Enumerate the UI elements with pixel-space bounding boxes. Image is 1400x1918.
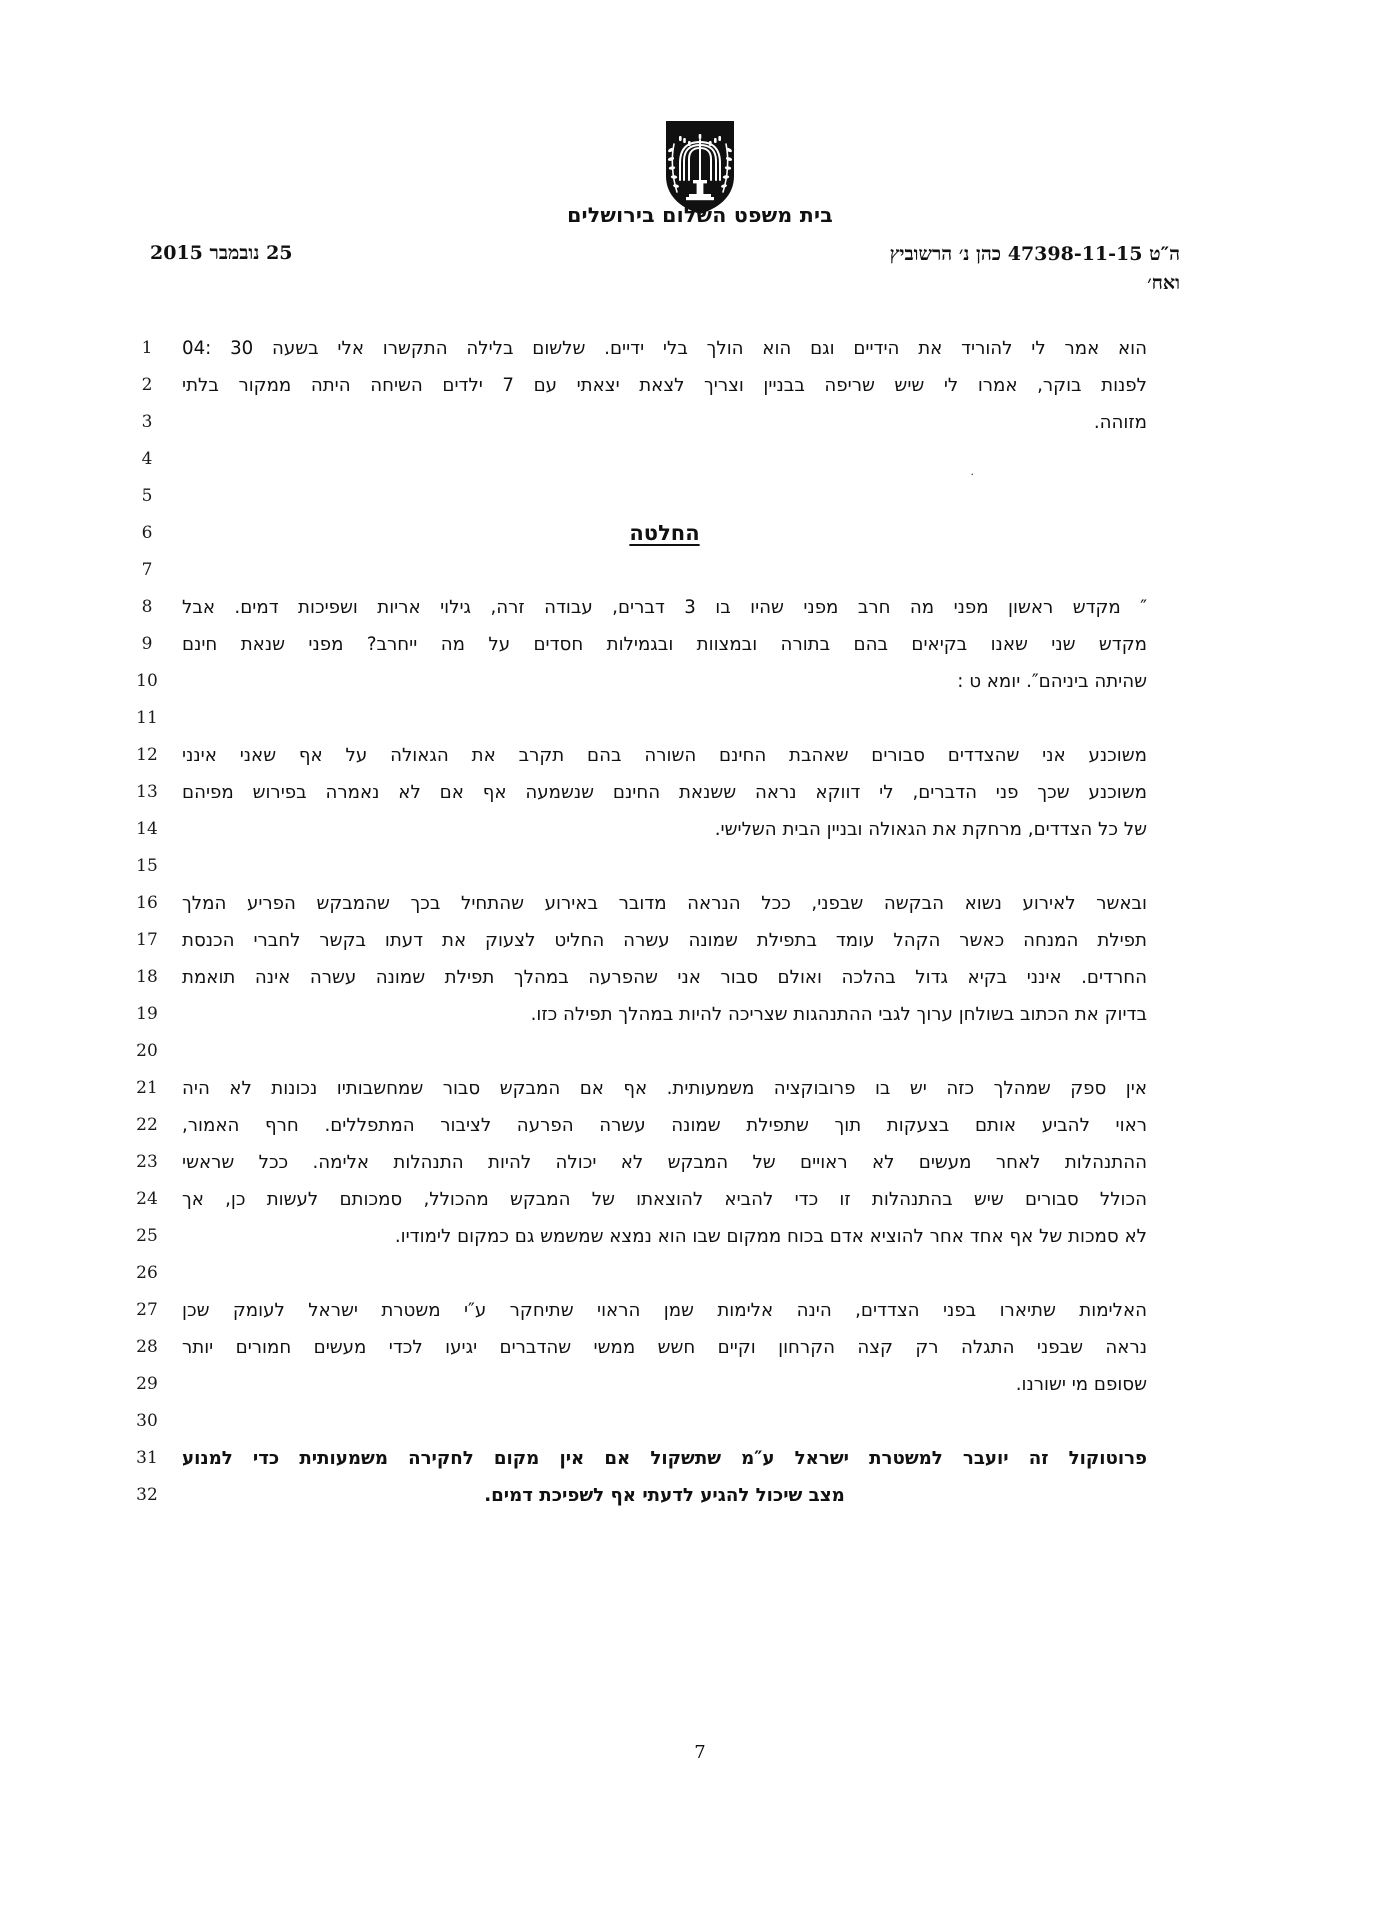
- line-number: 1: [141, 338, 153, 358]
- line-content: ההתנהלות לאחר מעשים לא ראויים של המבקש לא יכולה להיות התנהלות אלימה. ככל שראשי: [182, 1152, 1147, 1173]
- transcript-line: [118, 1070, 1163, 1107]
- transcript-line: [118, 1329, 1163, 1366]
- transcript-line: [118, 663, 1163, 700]
- line-number: 30: [136, 1411, 158, 1431]
- page-number: 7: [694, 1742, 706, 1763]
- line-number: 25: [136, 1226, 158, 1246]
- transcript-line: [118, 922, 1163, 959]
- line-content: [176, 700, 1163, 737]
- line-content: פרוטוקול זה יועבר למשטרת ישראל ע″מ שתשקול אם אין מקום לחקירה משמעותית כדי למנוע: [182, 1448, 1147, 1469]
- transcript-line: [118, 515, 1163, 552]
- line-content: שסופם מי ישורנו.: [1015, 1374, 1147, 1395]
- line-content: אין ספק שמהלך כזה יש בו פרובוקציה משמעותית. אף אם המבקש סבור שמחשבותיו נכונות לא היה: [182, 1078, 1147, 1099]
- court-title: בית משפט השלום בירושלים: [567, 203, 833, 227]
- line-number: 13: [136, 782, 158, 802]
- transcript-line: [118, 1366, 1163, 1403]
- line-number: 9: [141, 634, 153, 654]
- decision-heading-text: החלטה: [629, 521, 700, 545]
- line-number: 16: [136, 893, 158, 913]
- line-number: 29: [136, 1374, 158, 1394]
- line-content: של כל הצדדים, מרחקת את הגאולה ובניין הבית השלישי.: [714, 819, 1147, 840]
- line-number: 26: [136, 1263, 158, 1283]
- transcript-line: [118, 330, 1163, 367]
- line-content: החרדים. אינני בקיא גדול בהלכה ואולם סבור אני שהפרעה במהלך תפילת שמונה עשרה אינה תואמת: [182, 967, 1147, 988]
- case-header: [150, 240, 1180, 299]
- line-number: 4: [141, 449, 153, 469]
- transcript-line: [118, 700, 1163, 737]
- line-content: [176, 848, 1163, 885]
- line-number: 10: [136, 671, 158, 691]
- line-content: [176, 552, 1163, 589]
- transcript-line: [118, 589, 1163, 626]
- transcript-line: [118, 996, 1163, 1033]
- line-number: 18: [136, 967, 158, 987]
- line-content: ובאשר לאירוע נשוא הבקשה שבפני, ככל הנראה מדובר באירוע שהתחיל בכך שהמבקש הפריע המלך: [182, 893, 1147, 914]
- line-number: 15: [136, 856, 158, 876]
- line-number: 27: [136, 1300, 158, 1320]
- line-number: 17: [136, 930, 158, 950]
- transcript-line: [118, 774, 1163, 811]
- line-content: תפילת המנחה כאשר הקהל עומד בתפילת שמונה עשרה החליט לצעוק את דעתו בקשר לחברי הכנסת: [182, 930, 1147, 951]
- line-number: 11: [136, 708, 158, 728]
- line-content: לא סמכות של אף אחד אחר להוציא אדם בכוח ממקום שבו הוא נמצא שמשמש גם כמקום לימודיו.: [394, 1226, 1147, 1247]
- line-content: נראה שבפני התגלה רק קצה הקרחון וקיים חשש ממשי שהדברים יגיעו לכדי מעשים חמורים יותר: [182, 1337, 1147, 1358]
- line-number: 31: [136, 1448, 158, 1468]
- line-content: האלימות שתיארו בפני הצדדים, הינה אלימות שמן הראוי שתיחקר ע″י משטרת ישראל לעומק שכן: [182, 1300, 1147, 1321]
- line-number: 14: [136, 819, 158, 839]
- transcript-line: [118, 1440, 1163, 1477]
- transcript-line: [118, 626, 1163, 663]
- line-content: ראוי להביע אותם בצעקות תוך שתפילת שמונה עשרה הפרעה לציבור המתפללים. חרף האמור,: [182, 1115, 1147, 1136]
- line-number: 5: [141, 486, 153, 506]
- line-content: ″ מקדש ראשון מפני מה חרב מפני שהיו בו 3 דברים, עבודה זרה, גילוי אריות ושפיכות דמים. אבל: [182, 597, 1147, 618]
- line-number: 7: [141, 560, 153, 580]
- line-number: 6: [141, 523, 153, 543]
- transcript-line: [118, 1292, 1163, 1329]
- line-content: שהיתה ביניהם″. יומא ט :: [957, 671, 1147, 692]
- line-content: מזוהה.: [1093, 412, 1147, 433]
- transcript-body: [118, 330, 1163, 1514]
- line-content: [176, 441, 1163, 478]
- transcript-line: [118, 1107, 1163, 1144]
- emblem-container: [0, 118, 1400, 216]
- transcript-line: [118, 885, 1163, 922]
- decision-heading: [176, 515, 1163, 553]
- transcript-line: [118, 811, 1163, 848]
- line-content: [176, 478, 1163, 515]
- transcript-line: [118, 1477, 1163, 1514]
- line-number: 24: [136, 1189, 158, 1209]
- line-number: 12: [136, 745, 158, 765]
- line-content: מצב שיכול להגיע לדעתי אף לשפיכת דמים.: [484, 1485, 845, 1506]
- case-parties-continued: ואח׳: [1147, 272, 1180, 295]
- transcript-line: [118, 1181, 1163, 1218]
- line-content: הכולל סבורים שיש בהתנהלות זו כדי להביא להוצאתו של המבקש מהכולל, סמכותם לעשות כן, אך: [182, 1189, 1147, 1210]
- transcript-line: [118, 959, 1163, 996]
- israel-state-emblem-icon: [662, 118, 738, 216]
- transcript-line: [118, 441, 1163, 478]
- transcript-line: [118, 1218, 1163, 1255]
- transcript-line: [118, 552, 1163, 589]
- line-number: 32: [136, 1485, 158, 1505]
- transcript-line: [118, 1403, 1163, 1440]
- line-number: 2: [141, 375, 153, 395]
- document-date: 25 נובמבר 2015: [150, 242, 293, 264]
- line-content: לפנות בוקר, אמרו לי שיש שריפה בבניין וצריך לצאת יצאתי עם 7 ילדים השיחה היתה ממקור בלתי: [182, 375, 1148, 396]
- case-identifier: [890, 240, 1180, 299]
- line-number: 21: [136, 1078, 158, 1098]
- line-number: 22: [136, 1115, 158, 1135]
- case-number-and-parties: ה″ט 47398-11-15 כהן נ׳ הרשוביץ: [889, 243, 1180, 265]
- line-content: [176, 1255, 1163, 1292]
- transcript-line: [118, 1033, 1163, 1070]
- line-content: מקדש שני שאנו בקיאים בהם בתורה ובמצוות ובגמילות חסדים על מה ייחרב? מפני שנאת חינם: [182, 634, 1147, 655]
- margin-mark: ̇̇̇̇: [975, 472, 976, 485]
- line-content: משוכנע אני שהצדדים סבורים שאהבת החינם השורה בהם תקרב את הגאולה על אף שאני אינני: [182, 745, 1147, 766]
- transcript-line: [118, 404, 1163, 441]
- line-number: 23: [136, 1152, 158, 1172]
- line-number: 19: [136, 1004, 158, 1024]
- transcript-line: [118, 367, 1163, 404]
- line-content: בדיוק את הכתוב בשולחן ערוך לגבי ההתנהגות שצריכה להיות במהלך תפילה כזו.: [530, 1004, 1147, 1025]
- transcript-line: [118, 1255, 1163, 1292]
- transcript-line: [118, 478, 1163, 515]
- line-content: [176, 1403, 1163, 1440]
- line-number: 28: [136, 1337, 158, 1357]
- line-content: הוא אמר לי להוריד את הידיים וגם הוא הולך בלי ידיים. שלשום בלילה התקשרו אלי בשעה 30 :04: [182, 338, 1147, 359]
- line-content: [176, 1033, 1163, 1070]
- line-number: 8: [141, 597, 153, 617]
- transcript-line: [118, 1144, 1163, 1181]
- transcript-line: [118, 848, 1163, 885]
- transcript-line: [118, 737, 1163, 774]
- line-number: 3: [141, 412, 153, 432]
- line-number: 20: [136, 1041, 158, 1061]
- line-content: משוכנע שכך פני הדברים, לי דווקא נראה ששנאת החינם שנשמעה אף אם לא נאמרה בפירוש מפיהם: [182, 782, 1147, 803]
